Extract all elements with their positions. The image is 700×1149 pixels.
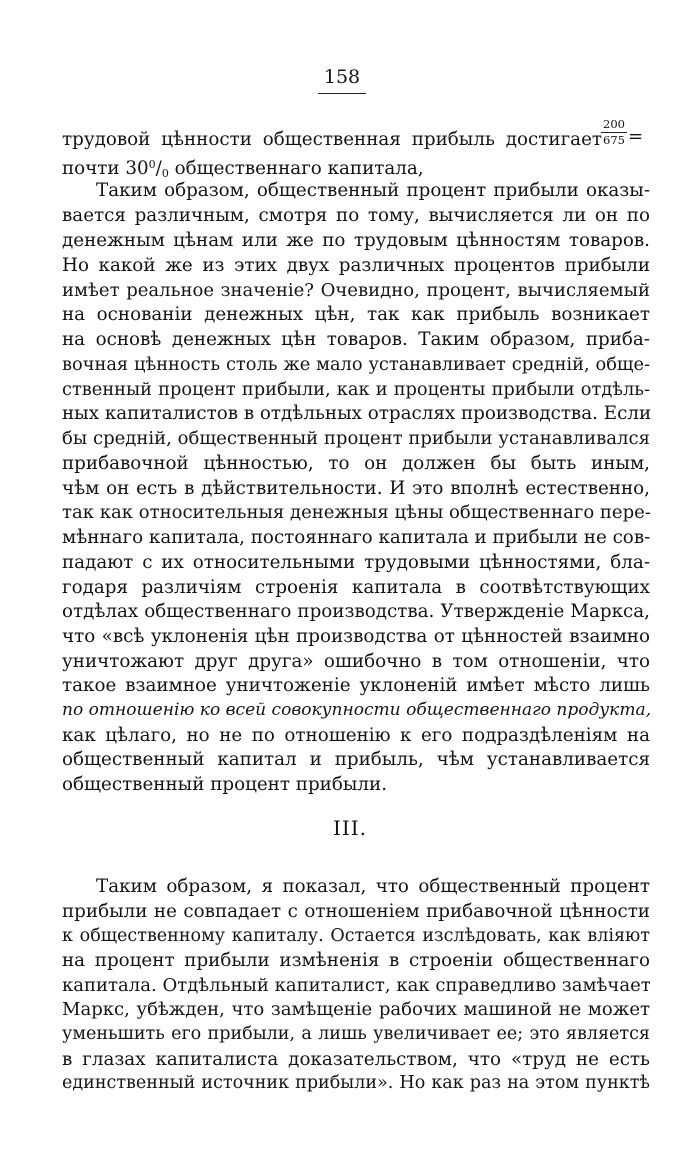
paragraph-line: бы средній, общественный процент прибыли устанавливался — [62, 428, 650, 449]
paragraph-line: вочная цѣнность столь же мало устанавливает средній, обще- — [62, 354, 650, 375]
paragraph-line: отдѣлах общественнаго производства. Утвержденіе Маркса, — [62, 601, 650, 622]
paragraph-line: Но какой же из этих двух различных процентов прибыли — [62, 255, 650, 276]
text-line — [62, 152, 650, 180]
percent-sign — [149, 158, 169, 179]
paragraph-line: к общественному капиталу. Остается изслѣдовать, как вліяют — [62, 926, 650, 946]
paragraph-line: общественный капитал и прибыль, чѣм устанавливается — [62, 749, 650, 770]
paragraph-line: Таким образом, общественный процент прибыли оказы- — [96, 180, 650, 201]
paragraph-line-italic: по отношенію ко всей совокупности общественнаго продукта, — [62, 700, 652, 720]
paragraph-line: уменьшить его прибыли, а лишь увеличивает ее; это является — [62, 1024, 650, 1044]
paragraph-line: как цѣлаго, но не по отношенію к его подраздѣленіям на — [62, 725, 650, 746]
text-fragment: почти 30 — [62, 158, 149, 179]
paragraph-line: в глазах капиталиста доказательством, что «труд не есть — [62, 1049, 650, 1070]
text-line: трудовой цѣнности общественная прибыль достигает — [62, 129, 602, 150]
paragraph-line: единственный источник прибыли». Но как раз на этом пунктѣ — [62, 1073, 650, 1093]
page-number: 158 — [323, 66, 361, 88]
paragraph-line: падают с их относительными трудовыми цѣнностями, бла- — [62, 552, 650, 573]
paragraph-line: мѣннаго капитала, постояннаго капитала и прибыли не сов- — [62, 527, 651, 548]
paragraph-line: так как относительныя денежныя цѣны общественнаго пере- — [62, 502, 651, 523]
page-number-rule — [318, 93, 366, 94]
paragraph-line: уничтожают друг друга» ошибочно в том отношеніи, что — [62, 651, 650, 672]
paragraph-line: общественный процент прибыли. — [62, 774, 388, 795]
paragraph-line: ных капиталистов в отдѣльных отраслях производства. Если — [62, 403, 652, 424]
paragraph-line: чѣм он есть в дѣйствительности. И это вполнѣ естественно, — [62, 478, 650, 499]
paragraph-line: на основѣ денежных цѣн товаров. Таким образом, приба- — [62, 329, 650, 350]
paragraph-line: имѣет реальное значеніе? Очевидно, процент, вычисляемый — [62, 280, 650, 301]
paragraph-line: прибавочной цѣнностью, то он должен бы быть иным, — [62, 453, 650, 474]
percent-sub: 0 — [161, 167, 169, 180]
paragraph-line: на процент прибыли измѣненія в строеніи общественнаго — [62, 950, 650, 971]
percent-sup: 0 — [148, 158, 156, 171]
paragraph-line: капитала. Отдѣльный капиталист, как справедливо замѣчает — [62, 975, 651, 996]
fraction-numerator: 200 — [601, 118, 627, 133]
fraction-denominator: 675 — [603, 133, 625, 147]
text-fragment: общественнаго капитала, — [168, 158, 424, 179]
paragraph-line: вается различным, смотря по тому, вычисляется ли он по — [62, 205, 650, 226]
paragraph-line: прибыли не совпадает с отношеніем прибавочной цѣнности — [62, 901, 650, 922]
section-heading: III. — [332, 816, 368, 840]
paragraph-line: что «всѣ уклоненія цѣн производства от цѣнностей взаимно — [62, 626, 650, 647]
paragraph-line: годаря различіям строенія капитала в соотвѣтствующих — [62, 577, 650, 598]
paragraph-line: ственный процент прибыли, как и проценты прибыли отдѣль- — [62, 379, 650, 400]
paragraph-line: Таким образом, я показал, что общественный процент — [96, 876, 650, 897]
paragraph-line: такое взаимное уничтоженіе уклоненій имѣет мѣсто лишь — [62, 675, 650, 696]
paragraph-line: на основаніи денежных цѣн, так как прибыль возникает — [62, 304, 650, 325]
percent-slash: / — [155, 158, 162, 179]
paragraph-line: Маркс, убѣжден, что замѣщеніе рабочих машиной не может — [62, 999, 650, 1020]
fraction — [601, 118, 627, 147]
equals-sign: = — [628, 126, 644, 147]
paragraph-line: денежным цѣнам или же по трудовым цѣнностям товаров. — [62, 230, 650, 251]
